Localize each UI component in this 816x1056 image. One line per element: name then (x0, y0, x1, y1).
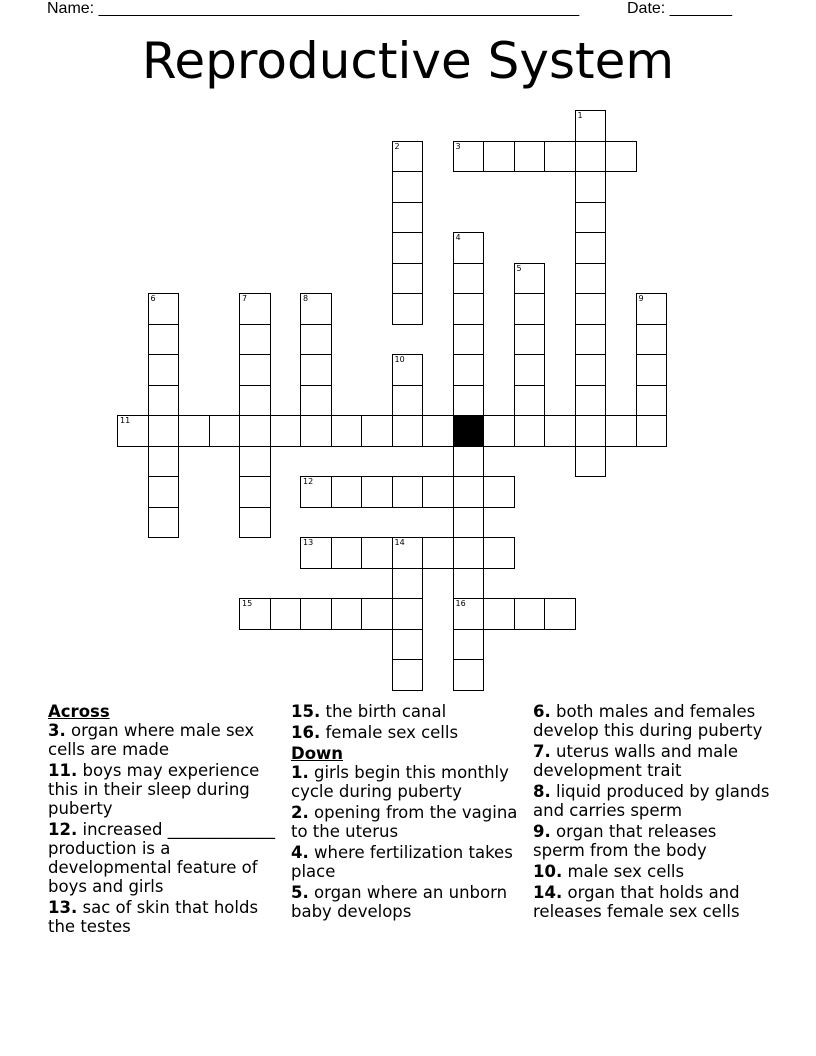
page-title: Reproductive System (141, 32, 675, 90)
grid-cell[interactable] (575, 232, 607, 264)
clue-text: both males and females develop this during puberty (533, 702, 763, 740)
clues-column-1 (48, 702, 288, 938)
grid-cell[interactable] (361, 598, 393, 630)
clue-down-7 (533, 742, 773, 780)
cell-number: 15 (242, 599, 253, 608)
grid-cell[interactable] (483, 141, 515, 173)
clue-text: organ that holds and releases female sex cells (533, 883, 740, 921)
grid-cell[interactable] (605, 141, 637, 173)
grid-cell[interactable] (575, 446, 607, 478)
grid-cell[interactable] (300, 537, 332, 569)
grid-cell[interactable] (239, 324, 271, 356)
cell-number: 7 (242, 294, 248, 303)
cell-number: 5 (516, 263, 522, 273)
grid-cell[interactable] (331, 537, 363, 569)
clue-across-11 (48, 761, 288, 818)
clue-text: female sex cells (325, 723, 459, 742)
cell-number: 12 (303, 477, 314, 486)
grid-cell[interactable] (514, 324, 546, 356)
grid-cell[interactable] (239, 415, 271, 447)
down-heading: Down (291, 744, 344, 763)
grid-cell[interactable] (239, 446, 271, 478)
clue-text: increased _____________ production is a developmental feature of boys and girls (48, 820, 275, 896)
grid-cell[interactable] (453, 263, 485, 295)
clue-number: 14. (533, 883, 563, 902)
grid-cell[interactable] (636, 354, 668, 386)
clue-number: 7. (533, 742, 551, 761)
cell-number: 8 (303, 294, 309, 303)
clue-number: 13. (48, 898, 78, 917)
grid-cell[interactable] (575, 385, 607, 417)
grid-cell[interactable] (392, 385, 424, 417)
grid-cell[interactable] (148, 293, 180, 325)
cell-number: 4 (455, 233, 461, 242)
grid-cell[interactable] (331, 476, 363, 508)
clue-number: 5. (291, 883, 309, 902)
grid-cell[interactable] (483, 415, 515, 447)
grid-cell[interactable] (392, 232, 424, 264)
grid-cell[interactable] (636, 324, 668, 356)
grid-cell[interactable] (178, 415, 210, 447)
grid-cell[interactable] (575, 415, 607, 447)
grid-cell[interactable] (392, 476, 424, 508)
grid-cell[interactable] (453, 629, 485, 661)
clue-number: 4. (291, 843, 309, 862)
grid-cell[interactable] (239, 507, 271, 539)
grid-cell[interactable] (300, 598, 332, 630)
grid-cell[interactable] (514, 354, 546, 386)
cell-number: 10 (394, 355, 405, 364)
clue-down-9 (533, 822, 773, 860)
grid-cell[interactable] (575, 171, 607, 203)
grid-cell[interactable] (483, 476, 515, 508)
clue-down-10 (533, 862, 773, 881)
grid-cell[interactable] (392, 629, 424, 661)
grid-cell[interactable] (422, 537, 454, 569)
clues-column-2 (291, 702, 526, 923)
grid-cell[interactable] (636, 415, 668, 447)
clue-text: organ where an unborn baby develops (291, 883, 508, 921)
clue-down-5 (291, 883, 526, 921)
grid-cell[interactable] (148, 354, 180, 386)
grid-cell[interactable] (148, 415, 180, 447)
grid-cell[interactable] (392, 354, 424, 386)
grid-cell[interactable] (514, 598, 546, 630)
clue-number: 9. (533, 822, 551, 841)
grid-cell[interactable] (483, 537, 515, 569)
grid-cell[interactable] (544, 598, 576, 630)
grid-cell[interactable] (300, 385, 332, 417)
grid-cell[interactable] (453, 598, 485, 630)
clue-down-8 (533, 782, 773, 820)
cell-number: 11 (120, 416, 131, 425)
clue-text: liquid produced by glands and carries sperm (533, 782, 770, 820)
grid-cell[interactable] (544, 141, 576, 173)
cell-number: 3 (455, 141, 461, 151)
clue-across-13 (48, 898, 288, 936)
grid-cell[interactable] (300, 293, 332, 325)
grid-cell[interactable] (453, 568, 485, 600)
grid-cell[interactable] (575, 324, 607, 356)
grid-cell[interactable] (392, 263, 424, 295)
cell-number: 1 (577, 111, 583, 120)
clue-text: uterus walls and male development trait (533, 742, 738, 780)
grid-cell[interactable] (392, 171, 424, 203)
name-field-label: Name: ______________________________________________________ (47, 0, 580, 17)
grid-cell[interactable] (575, 293, 607, 325)
grid-cell[interactable] (239, 354, 271, 386)
clue-text: opening from the vagina to the uterus (291, 803, 518, 841)
grid-cell[interactable] (453, 141, 485, 173)
clue-text: male sex cells (567, 862, 685, 881)
grid-cell[interactable] (453, 293, 485, 325)
clue-number: 16. (291, 723, 321, 742)
grid-cell[interactable] (148, 446, 180, 478)
cell-number: 9 (638, 294, 644, 303)
grid-cell[interactable] (392, 141, 424, 173)
grid-cell[interactable] (392, 293, 424, 325)
grid-cell[interactable] (209, 415, 241, 447)
grid-cell[interactable] (361, 476, 393, 508)
clue-across-15 (291, 702, 526, 721)
clue-number: 3. (48, 721, 66, 740)
grid-cell[interactable] (453, 446, 485, 478)
grid-cell[interactable] (636, 293, 668, 325)
grid-cell[interactable] (636, 385, 668, 417)
black-cell (453, 415, 485, 447)
clue-text: organ where male sex cells are made (48, 721, 255, 759)
clue-number: 8. (533, 782, 551, 801)
grid-cell[interactable] (575, 141, 607, 173)
grid-cell[interactable] (148, 324, 180, 356)
grid-cell[interactable] (117, 415, 149, 447)
grid-cell[interactable] (270, 415, 302, 447)
clue-text: the birth canal (325, 702, 447, 721)
grid-cell[interactable] (300, 415, 332, 447)
grid-cell[interactable] (392, 537, 424, 569)
grid-cell[interactable] (239, 385, 271, 417)
grid-cell[interactable] (605, 415, 637, 447)
clue-down-14 (533, 883, 773, 921)
grid-cell[interactable] (544, 415, 576, 447)
cell-number: 14 (394, 538, 405, 547)
clue-number: 12. (48, 820, 78, 839)
clue-number: 11. (48, 761, 78, 780)
clue-number: 2. (291, 803, 309, 822)
clue-number: 1. (291, 763, 309, 782)
grid-cell[interactable] (514, 141, 546, 173)
grid-cell[interactable] (239, 293, 271, 325)
grid-cell[interactable] (453, 354, 485, 386)
clue-down-2 (291, 803, 526, 841)
date-field-label: Date: _______ (627, 0, 732, 17)
clue-text: organ that releases sperm from the body (533, 822, 717, 860)
grid-cell[interactable] (392, 202, 424, 234)
grid-cell[interactable] (331, 598, 363, 630)
grid-cell[interactable] (392, 568, 424, 600)
grid-cell[interactable] (483, 598, 515, 630)
grid-cell[interactable] (422, 476, 454, 508)
grid-cell[interactable] (392, 415, 424, 447)
grid-cell[interactable] (453, 659, 485, 691)
grid-cell[interactable] (575, 354, 607, 386)
grid-cell[interactable] (514, 385, 546, 417)
grid-cell[interactable] (148, 476, 180, 508)
clue-across-12 (48, 820, 288, 896)
grid-cell[interactable] (148, 507, 180, 539)
grid-cell[interactable] (361, 415, 393, 447)
across-heading: Across (48, 702, 110, 721)
grid-cell[interactable] (514, 293, 546, 325)
clue-text: girls begin this monthly cycle during puberty (291, 763, 509, 801)
grid-cell[interactable] (300, 476, 332, 508)
grid-cell[interactable] (300, 354, 332, 386)
grid-cell[interactable] (514, 263, 546, 295)
cell-number: 2 (394, 141, 400, 151)
grid-cell[interactable] (453, 232, 485, 264)
clue-across-3 (48, 721, 288, 759)
grid-cell[interactable] (453, 385, 485, 417)
grid-cell[interactable] (331, 415, 363, 447)
grid-cell[interactable] (300, 324, 332, 356)
grid-cell[interactable] (392, 659, 424, 691)
clue-text: boys may experience this in their sleep during puberty (48, 761, 260, 818)
grid-cell[interactable] (148, 385, 180, 417)
grid-cell[interactable] (514, 415, 546, 447)
clue-text: sac of skin that holds the testes (48, 898, 259, 936)
cell-number: 13 (303, 538, 314, 547)
clue-down-1 (291, 763, 526, 801)
cell-number: 6 (150, 294, 156, 303)
clue-number: 15. (291, 702, 321, 721)
grid-cell[interactable] (422, 415, 454, 447)
clue-number: 6. (533, 702, 551, 721)
grid-cell[interactable] (575, 263, 607, 295)
grid-cell[interactable] (453, 537, 485, 569)
clue-down-4 (291, 843, 526, 881)
grid-cell[interactable] (453, 507, 485, 539)
grid-cell[interactable] (239, 476, 271, 508)
grid-cell[interactable] (270, 598, 302, 630)
grid-cell[interactable] (453, 476, 485, 508)
grid-cell[interactable] (239, 598, 271, 630)
clue-across-16 (291, 723, 526, 742)
clue-number: 10. (533, 862, 563, 881)
grid-cell[interactable] (575, 110, 607, 142)
clue-down-6 (533, 702, 773, 740)
grid-cell[interactable] (453, 324, 485, 356)
grid-cell[interactable] (575, 202, 607, 234)
cell-number: 16 (455, 599, 466, 608)
grid-cell[interactable] (361, 537, 393, 569)
clues-column-3 (533, 702, 773, 923)
grid-cell[interactable] (392, 598, 424, 630)
clue-text: where fertilization takes place (291, 843, 513, 881)
